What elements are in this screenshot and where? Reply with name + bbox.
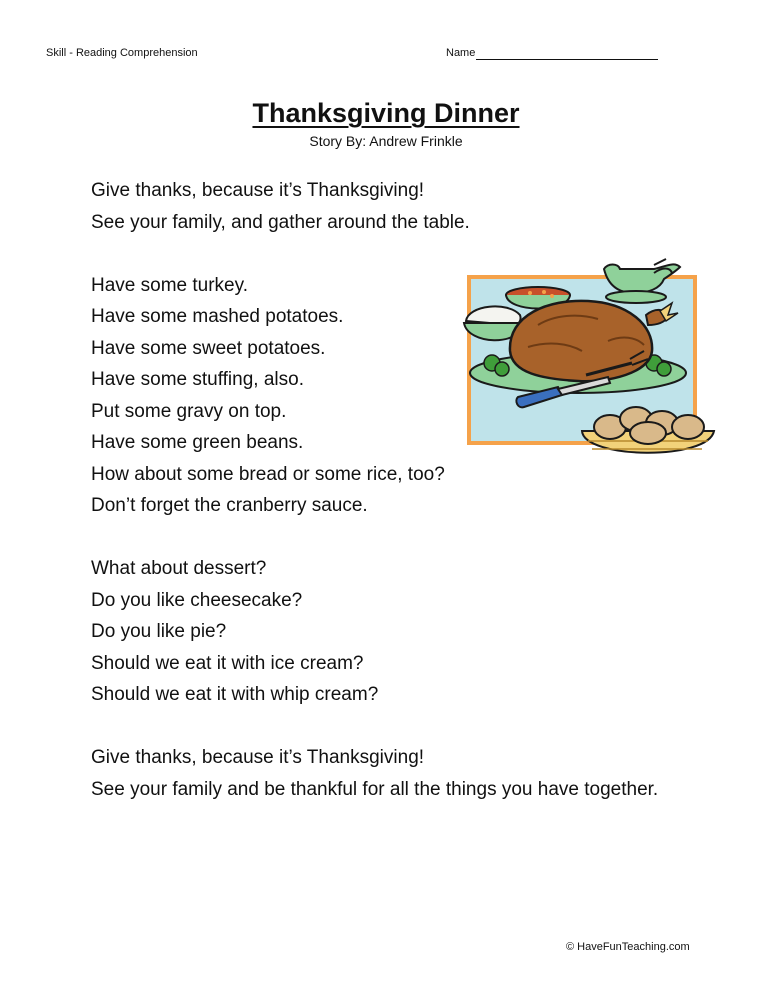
story-line: What about dessert? bbox=[91, 558, 267, 579]
thanksgiving-dinner-illustration bbox=[458, 255, 720, 465]
story-line: See your family and be thankful for all the things you have together. bbox=[91, 778, 659, 800]
story-line: Do you like cheesecake? bbox=[91, 589, 303, 611]
story-line: Give thanks, because it’s Thanksgiving! bbox=[91, 180, 425, 201]
story-line: Should we eat it with whip cream? bbox=[91, 684, 379, 705]
copyright-text: © HaveFunTeaching.com bbox=[566, 941, 690, 953]
story-title: Thanksgiving Dinner bbox=[252, 98, 520, 128]
story-line: Have some green beans. bbox=[91, 432, 304, 453]
story-byline: Story By: Andrew Frinkle bbox=[309, 133, 463, 149]
story-line: Have some turkey. bbox=[91, 274, 248, 296]
stanza-1 bbox=[91, 175, 751, 238]
story-line: Have some stuffing, also. bbox=[91, 369, 304, 390]
stanza-4 bbox=[91, 742, 751, 805]
story-line: Don’t forget the cranberry sauce. bbox=[91, 495, 368, 516]
story-line: Have some mashed potatoes. bbox=[91, 306, 344, 327]
story-line: See your family, and gather around the table. bbox=[91, 211, 470, 233]
name-blank-line bbox=[476, 47, 658, 60]
story-line: Do you like pie? bbox=[91, 621, 227, 642]
skill-label: Skill - Reading Comprehension bbox=[46, 47, 198, 59]
story-line: How about some bread or some rice, too? bbox=[91, 463, 445, 485]
name-label: Name bbox=[446, 47, 476, 59]
stanza-3 bbox=[91, 553, 751, 711]
name-field bbox=[446, 46, 658, 60]
story-line: Give thanks, because it’s Thanksgiving! bbox=[91, 747, 425, 768]
story-line: Should we eat it with ice cream? bbox=[91, 652, 364, 674]
story-line: Put some gravy on top. bbox=[91, 400, 287, 422]
story-line: Have some sweet potatoes. bbox=[91, 337, 326, 359]
